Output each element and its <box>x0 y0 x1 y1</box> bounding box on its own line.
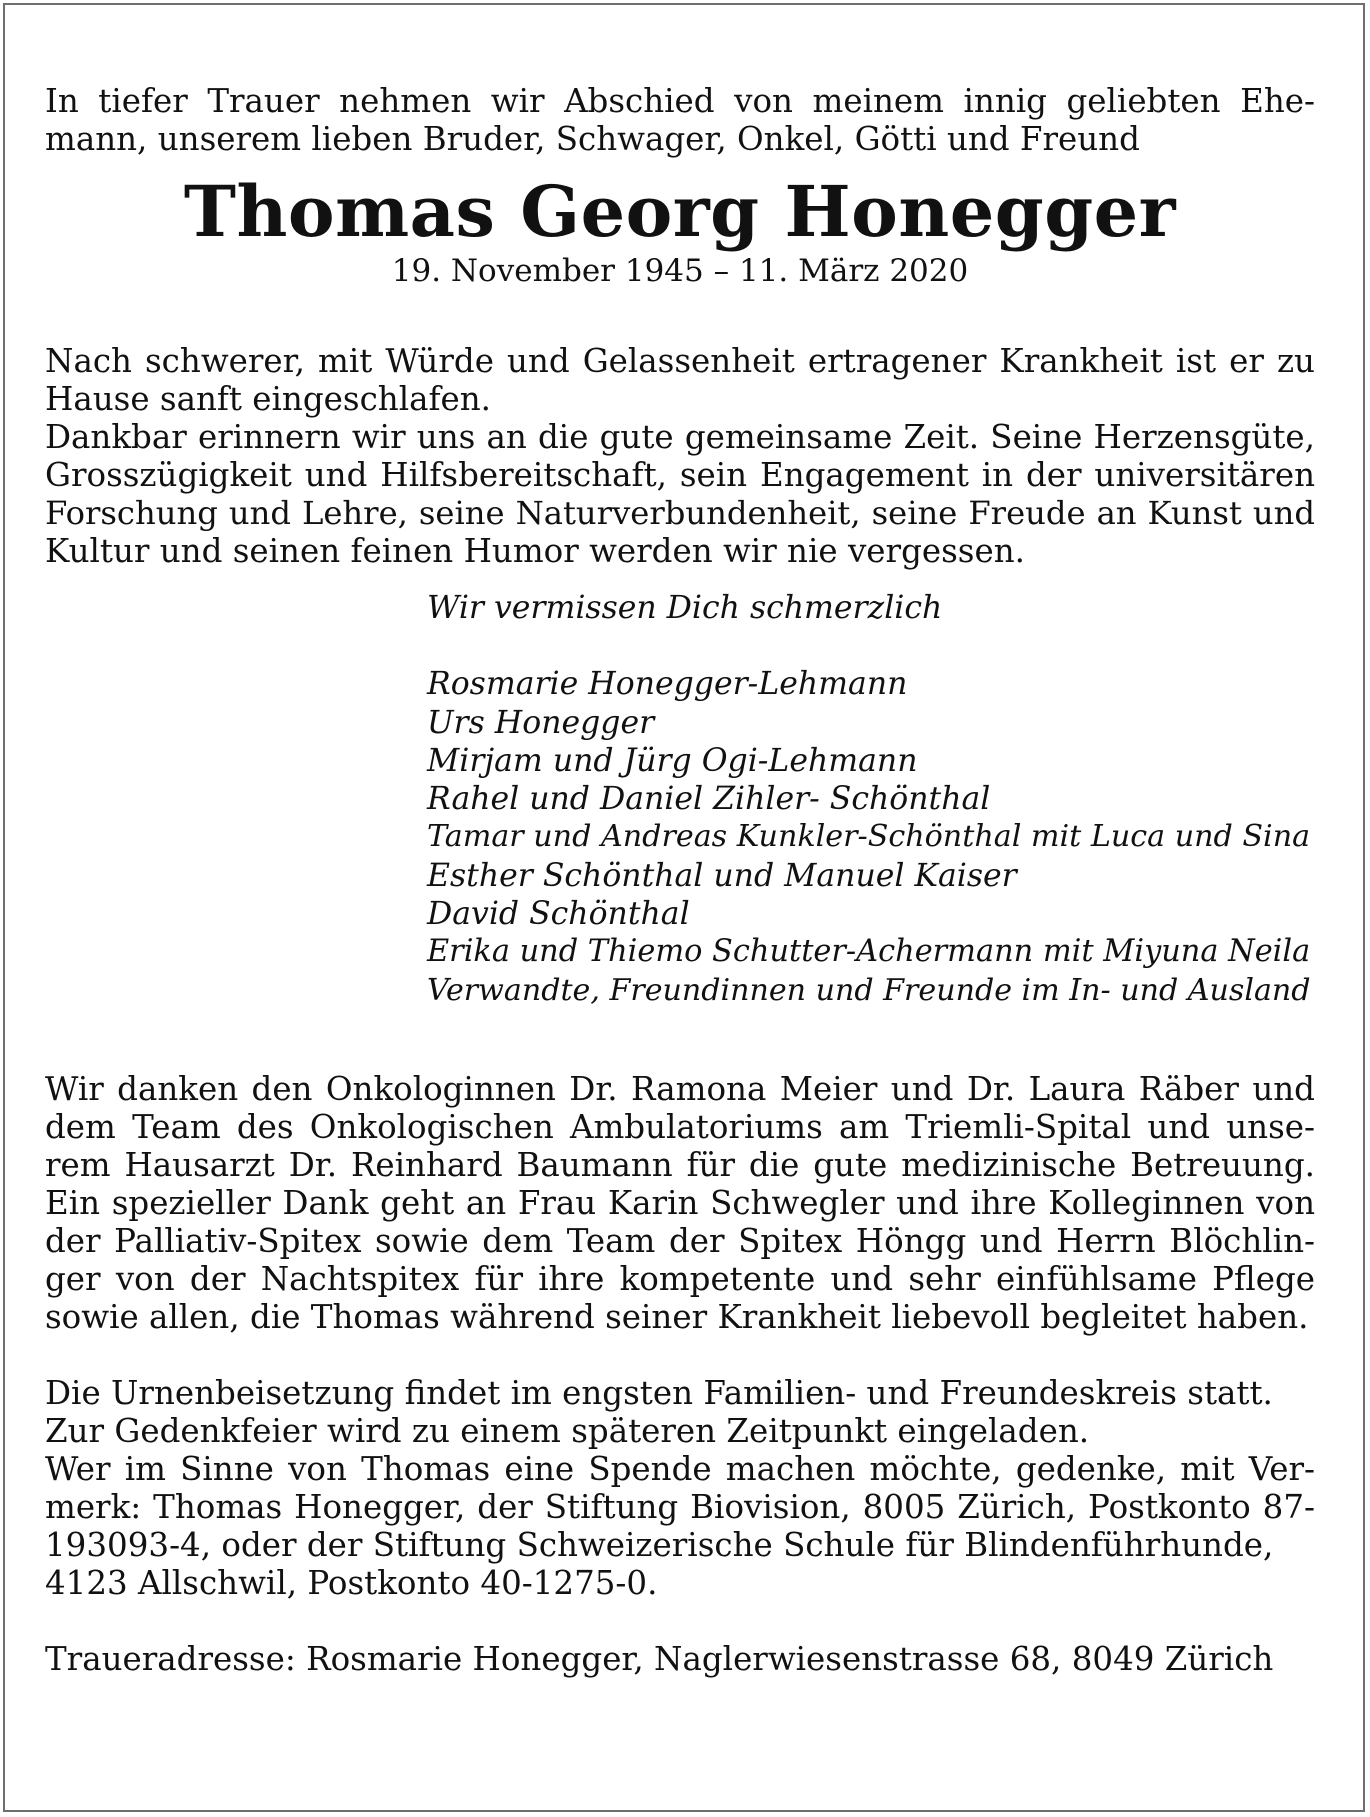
mourner-name: Urs Honegger <box>427 704 655 741</box>
text-line: Forschung und Lehre, seine Naturverbundenheit, seine Freude an Kunst und <box>45 494 1315 532</box>
text-line: Grosszügigkeit und Hilfsbereitschaft, sein Engagement in der universitären <box>45 456 1315 494</box>
mourner-name: Verwandte, Freundinnen und Freunde im In- und Ausland <box>427 972 1311 1008</box>
text-line: Die Urnenbeisetzung findet im engsten Familien- und Freundeskreis statt. <box>45 1373 1273 1412</box>
text-line: 4123 Allschwil, Postkonto 40-1275-0. <box>45 1563 658 1602</box>
mourner-name: Esther Schönthal und Manuel Kaiser <box>427 857 1017 894</box>
text-line: rem Hausarzt Dr. Reinhard Baumann für die gute medizinische Betreuung. <box>45 1145 1315 1184</box>
miss-line: Wir vermissen Dich schmerzlich <box>427 590 943 626</box>
text-line: Dankbar erinnern wir uns an die gute gemeinsame Zeit. Seine Herzensgüte, <box>45 418 1315 456</box>
mourner-name: Erika und Thiemo Schutter-Achermann mit Miyuna Neila <box>427 934 1311 970</box>
paragraph-thanks <box>45 1070 1315 1336</box>
text-line: der Palliativ-Spitex sowie dem Team der Spitex Höngg und Herrn Blöchlin- <box>45 1221 1315 1260</box>
mourners-block <box>427 589 1315 1010</box>
obituary-notice <box>45 82 1315 1678</box>
paragraph-remembrance <box>45 342 1315 570</box>
text-line: Hause sanft eingeschlafen. <box>45 380 492 418</box>
life-dates: 19. November 1945 – 11. März 2020 <box>391 253 969 289</box>
text-line: sowie allen, die Thomas während seiner Krankheit liebevoll begleitet haben. <box>45 1297 1309 1336</box>
text-line: dem Team des Onkologischen Ambulatoriums am Triemli-Spital und unse- <box>45 1107 1315 1146</box>
text-line: 193093-4, oder der Stiftung Schweizerische Schule für Blindenführhunde, <box>45 1525 1274 1564</box>
mourner-name: Rosmarie Honegger-Lehmann <box>427 666 908 703</box>
mourner-name: Rahel und Daniel Zihler- Schönthal <box>427 781 991 818</box>
intro-line: In tiefer Trauer nehmen wir Abschied von meinem innig geliebten Ehe- <box>45 82 1315 120</box>
mourning-address <box>45 1640 1315 1678</box>
mourner-name: Tamar und Andreas Kunkler-Schönthal mit Luca und Sina <box>427 819 1311 855</box>
text-line: Nach schwerer, mit Würde und Gelassenheit ertragener Krankheit ist er zu <box>45 342 1315 380</box>
paragraph-funeral <box>45 1374 1315 1602</box>
intro-text <box>45 82 1315 158</box>
address-line: Traueradresse: Rosmarie Honegger, Naglerwiesenstrasse 68, 8049 Zürich <box>45 1639 1274 1678</box>
mourner-name: Mirjam und Jürg Ogi-Lehmann <box>427 742 918 779</box>
intro-line: mann, unserem lieben Bruder, Schwager, Onkel, Götti und Freund <box>45 120 1140 158</box>
deceased-name: Thomas Georg Honegger <box>183 170 1177 253</box>
text-line: merk: Thomas Honegger, der Stiftung Biovision, 8005 Zürich, Postkonto 87- <box>45 1487 1315 1526</box>
text-line: Wer im Sinne von Thomas eine Spende machen möchte, gedenke, mit Ver- <box>45 1449 1315 1488</box>
text-line: Wir danken den Onkologinnen Dr. Ramona Meier und Dr. Laura Räber und <box>45 1069 1315 1108</box>
text-line: Ein spezieller Dank geht an Frau Karin Schwegler und ihre Kolleginnen von <box>45 1183 1315 1222</box>
text-line: ger von der Nachtspitex für ihre kompetente und sehr einfühlsame Pflege <box>45 1259 1315 1298</box>
text-line: Zur Gedenkfeier wird zu einem späteren Zeitpunkt eingeladen. <box>45 1411 1090 1450</box>
mourner-name: David Schönthal <box>427 896 690 933</box>
text-line: Kultur und seinen feinen Humor werden wir nie vergessen. <box>45 532 1025 570</box>
